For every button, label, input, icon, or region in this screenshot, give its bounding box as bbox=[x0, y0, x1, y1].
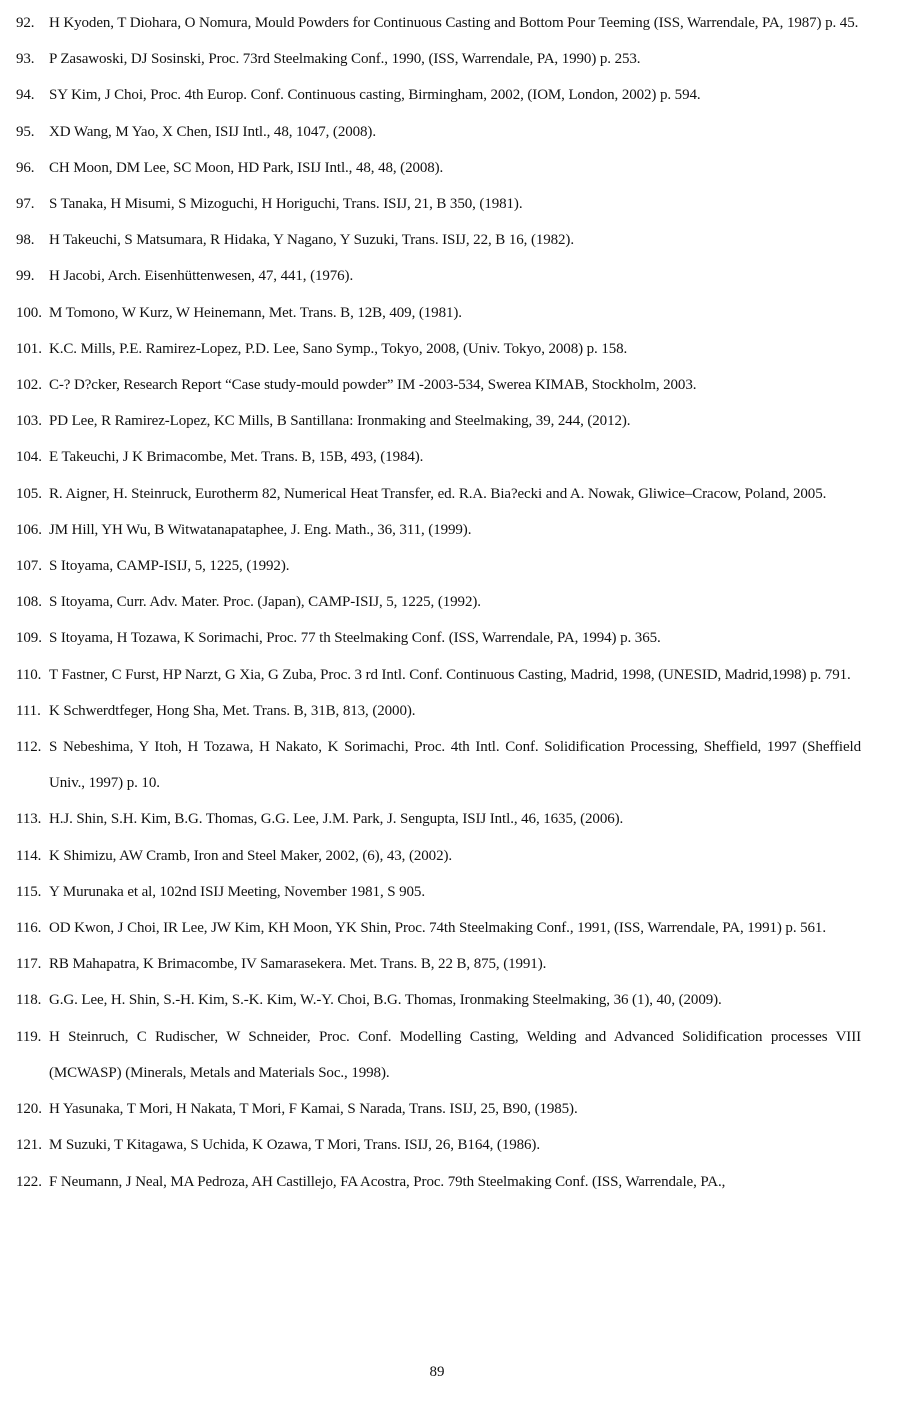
reference-number: 106. bbox=[16, 521, 42, 538]
reference-text: CH Moon, DM Lee, SC Moon, HD Park, ISIJ Intl., 48, 48, (2008). bbox=[49, 159, 444, 176]
reference-number: 95. bbox=[16, 123, 35, 140]
reference-number: 120. bbox=[16, 1101, 42, 1118]
reference-item bbox=[16, 1164, 861, 1200]
reference-number: 98. bbox=[16, 232, 35, 249]
reference-number: 110. bbox=[16, 666, 42, 683]
reference-item bbox=[16, 838, 861, 874]
reference-item bbox=[16, 982, 861, 1018]
reference-number: 96. bbox=[16, 159, 35, 176]
reference-number: 109. bbox=[16, 630, 42, 647]
reference-item bbox=[16, 77, 861, 113]
reference-number: 115. bbox=[16, 883, 42, 900]
reference-number: 121. bbox=[16, 1137, 42, 1154]
reference-item bbox=[16, 150, 861, 186]
reference-number: 104. bbox=[16, 449, 42, 466]
reference-text: T Fastner, C Furst, HP Narzt, G Xia, G Zuba, Proc. 3 rd Intl. Conf. Continuous Casting, Madrid, 1998, (UNESID, Madrid,1998) p. 791. bbox=[49, 666, 851, 683]
reference-item bbox=[16, 295, 861, 331]
reference-number: 114. bbox=[16, 847, 42, 864]
reference-item bbox=[16, 693, 861, 729]
reference-item bbox=[16, 367, 861, 403]
reference-text: S Itoyama, CAMP-ISIJ, 5, 1225, (1992). bbox=[49, 558, 290, 575]
reference-item bbox=[16, 1091, 861, 1127]
reference-text: SY Kim, J Choi, Proc. 4th Europ. Conf. Continuous casting, Birmingham, 2002, (IOM, London, 2002) p. 594. bbox=[49, 87, 701, 104]
reference-item bbox=[16, 331, 861, 367]
reference-text: H Steinruch, C Rudischer, W Schneider, Proc. Conf. Modelling Casting, Welding and Advanced Solidification processes VIII (MCWASP) (Minerals, Metals and Materials Soc., 1998). bbox=[49, 1028, 861, 1081]
reference-text: S Itoyama, Curr. Adv. Mater. Proc. (Japan), CAMP-ISIJ, 5, 1225, (1992). bbox=[49, 594, 481, 611]
reference-number: 111. bbox=[16, 702, 41, 719]
reference-item bbox=[16, 41, 861, 77]
reference-item bbox=[16, 620, 861, 656]
reference-text: F Neumann, J Neal, MA Pedroza, AH Castillejo, FA Acostra, Proc. 79th Steelmaking Conf. (ISS, Warrendale, PA., bbox=[49, 1173, 726, 1190]
reference-number: 119. bbox=[16, 1028, 42, 1045]
reference-text: M Tomono, W Kurz, W Heinemann, Met. Trans. B, 12B, 409, (1981). bbox=[49, 304, 462, 321]
reference-item bbox=[16, 512, 861, 548]
reference-text: OD Kwon, J Choi, IR Lee, JW Kim, KH Moon, YK Shin, Proc. 74th Steelmaking Conf., 1991, (ISS, Warrendale, PA, 1991) p. 561. bbox=[49, 920, 826, 937]
reference-text: P Zasawoski, DJ Sosinski, Proc. 73rd Steelmaking Conf., 1990, (ISS, Warrendale, PA, 1990) p. 253. bbox=[49, 51, 641, 68]
reference-number: 107. bbox=[16, 558, 42, 575]
reference-item bbox=[16, 222, 861, 258]
reference-item bbox=[16, 476, 861, 512]
reference-text: R. Aigner, H. Steinruck, Eurotherm 82, Numerical Heat Transfer, ed. R.A. Bia?ecki and A. Nowak, Gliwice–Cracow, Poland, 2005. bbox=[49, 485, 827, 502]
reference-text: H Yasunaka, T Mori, H Nakata, T Mori, F Kamai, S Narada, Trans. ISIJ, 25, B90, (1985). bbox=[49, 1101, 578, 1118]
reference-text: M Suzuki, T Kitagawa, S Uchida, K Ozawa, T Mori, Trans. ISIJ, 26, B164, (1986). bbox=[49, 1137, 540, 1154]
reference-item bbox=[16, 186, 861, 222]
reference-text: H Kyoden, T Diohara, O Nomura, Mould Powders for Continuous Casting and Bottom Pour Teeming (ISS, Warrendale, PA, 1987) p. 45. bbox=[49, 15, 859, 31]
reference-text: RB Mahapatra, K Brimacombe, IV Samarasekera. Met. Trans. B, 22 B, 875, (1991). bbox=[49, 956, 547, 973]
reference-number: 112. bbox=[16, 739, 42, 756]
reference-item bbox=[16, 801, 861, 837]
reference-number: 93. bbox=[16, 51, 35, 68]
reference-item bbox=[16, 874, 861, 910]
reference-item bbox=[16, 910, 861, 946]
reference-text: H Takeuchi, S Matsumara, R Hidaka, Y Nagano, Y Suzuki, Trans. ISIJ, 22, B 16, (1982). bbox=[49, 232, 574, 249]
reference-item bbox=[16, 258, 861, 294]
reference-text: JM Hill, YH Wu, B Witwatanapataphee, J. Eng. Math., 36, 311, (1999). bbox=[49, 521, 472, 538]
reference-number: 116. bbox=[16, 920, 42, 937]
reference-text: K.C. Mills, P.E. Ramirez-Lopez, P.D. Lee, Sano Symp., Tokyo, 2008, (Univ. Tokyo, 2008) p. 158. bbox=[49, 340, 628, 357]
reference-item bbox=[16, 584, 861, 620]
reference-text: G.G. Lee, H. Shin, S.-H. Kim, S.-K. Kim, W.-Y. Choi, B.G. Thomas, Ironmaking Steelmaking, 36 (1), 40, (2009). bbox=[49, 992, 722, 1009]
reference-text: E Takeuchi, J K Brimacombe, Met. Trans. B, 15B, 493, (1984). bbox=[49, 449, 424, 466]
reference-number: 99. bbox=[16, 268, 35, 285]
reference-number: 113. bbox=[16, 811, 42, 828]
reference-item bbox=[16, 946, 861, 982]
reference-number: 108. bbox=[16, 594, 42, 611]
reference-item bbox=[16, 114, 861, 150]
reference-number: 94. bbox=[16, 87, 35, 104]
reference-number: 102. bbox=[16, 377, 42, 394]
reference-number: 92. bbox=[16, 15, 35, 31]
reference-item bbox=[16, 1127, 861, 1163]
reference-number: 117. bbox=[16, 956, 42, 973]
page-number: 89 bbox=[429, 1364, 445, 1380]
reference-text: Y Murunaka et al, 102nd ISIJ Meeting, November 1981, S 905. bbox=[49, 883, 425, 900]
reference-number: 118. bbox=[16, 992, 42, 1009]
reference-number: 105. bbox=[16, 485, 42, 502]
reference-item bbox=[16, 729, 861, 801]
reference-item bbox=[16, 1019, 861, 1091]
reference-number: 122. bbox=[16, 1173, 42, 1190]
reference-item bbox=[16, 439, 861, 475]
reference-number: 97. bbox=[16, 196, 35, 213]
reference-item bbox=[16, 5, 861, 41]
reference-text: C-? D?cker, Research Report “Case study-mould powder” IM -2003-534, Swerea KIMAB, Stockholm, 2003. bbox=[49, 377, 697, 394]
reference-number: 101. bbox=[16, 340, 42, 357]
reference-list bbox=[16, 5, 861, 1200]
reference-text: K Schwerdtfeger, Hong Sha, Met. Trans. B, 31B, 813, (2000). bbox=[49, 702, 416, 719]
reference-text: S Nebeshima, Y Itoh, H Tozawa, H Nakato, K Sorimachi, Proc. 4th Intl. Conf. Solidification Processing, Sheffield, 1997 (Sheffield Univ., 1997) p. 10. bbox=[49, 739, 861, 792]
reference-item bbox=[16, 548, 861, 584]
reference-item bbox=[16, 657, 861, 693]
reference-text: H.J. Shin, S.H. Kim, B.G. Thomas, G.G. Lee, J.M. Park, J. Sengupta, ISIJ Intl., 46, 1635, (2006). bbox=[49, 811, 624, 828]
reference-text: S Tanaka, H Misumi, S Mizoguchi, H Horiguchi, Trans. ISIJ, 21, B 350, (1981). bbox=[49, 196, 523, 213]
reference-text: K Shimizu, AW Cramb, Iron and Steel Maker, 2002, (6), 43, (2002). bbox=[49, 847, 453, 864]
reference-text: XD Wang, M Yao, X Chen, ISIJ Intl., 48, 1047, (2008). bbox=[49, 123, 376, 140]
reference-text: PD Lee, R Ramirez-Lopez, KC Mills, B Santillana: Ironmaking and Steelmaking, 39, 244, (2012). bbox=[49, 413, 631, 430]
reference-number: 103. bbox=[16, 413, 42, 430]
reference-text: S Itoyama, H Tozawa, K Sorimachi, Proc. 77 th Steelmaking Conf. (ISS, Warrendale, PA, 1994) p. 365. bbox=[49, 630, 661, 647]
reference-item bbox=[16, 403, 861, 439]
reference-text: H Jacobi, Arch. Eisenhüttenwesen, 47, 441, (1976). bbox=[49, 268, 354, 285]
reference-number: 100. bbox=[16, 304, 42, 321]
